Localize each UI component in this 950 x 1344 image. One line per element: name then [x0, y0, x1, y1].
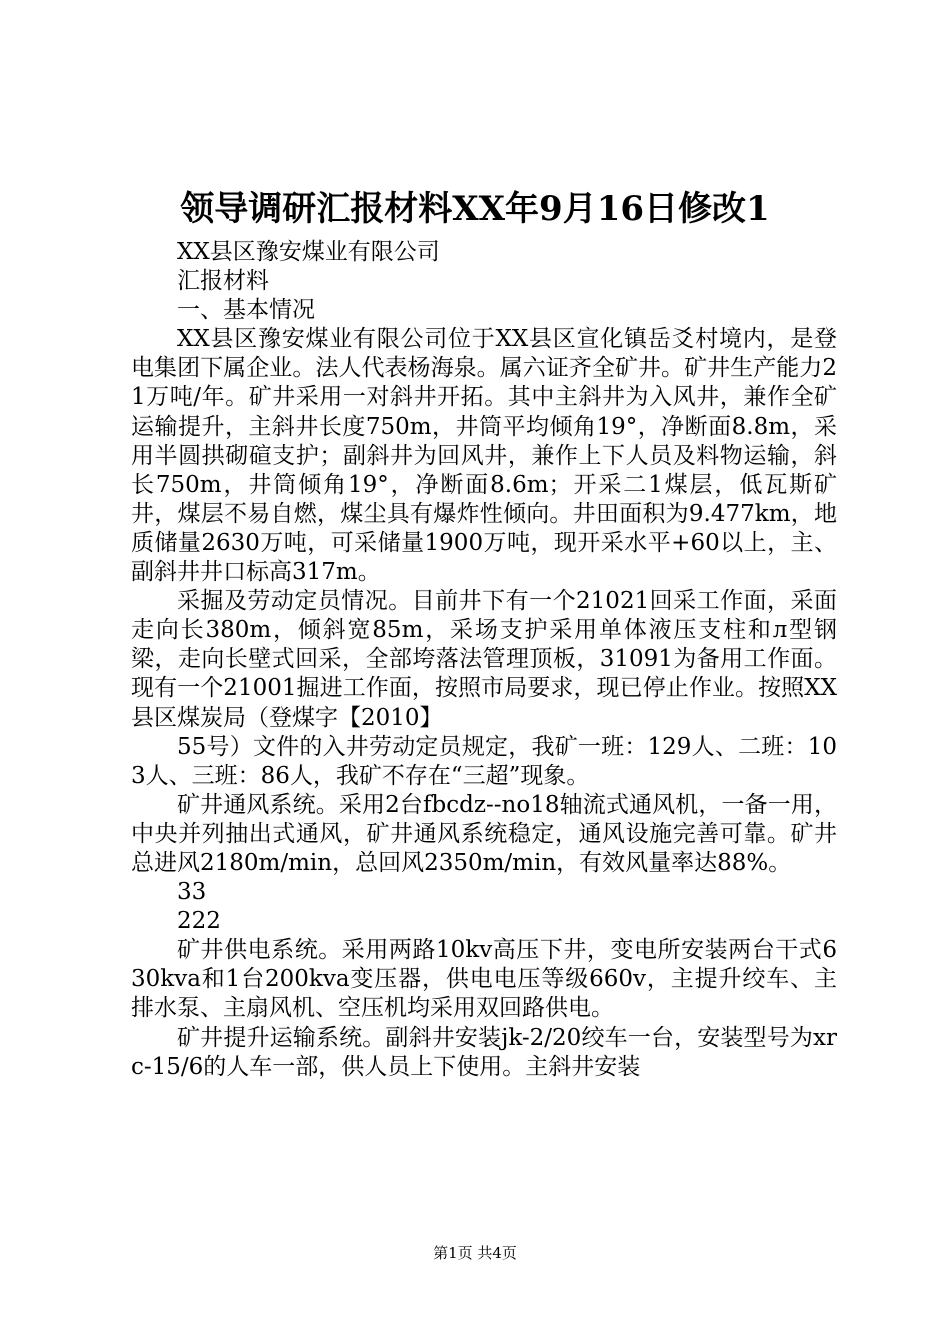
report-label-line: 汇报材料 — [177, 268, 269, 295]
paragraph-ventilation: 矿井通风系统。采用2台fbcdz--no18轴流式通风机，一备一用，中央并列抽出式通风，矿井通风系统稳定，通风设施完善可靠。矿井总进风2180m/min，总回风2350m/min，有效风量率达88%。 — [131, 791, 837, 876]
company-name-line: XX县区豫安煤业有限公司 — [177, 239, 440, 265]
section-heading: 一、基本情况 — [177, 297, 315, 324]
paragraph-basic-info: XX县区豫安煤业有限公司位于XX县区宣化镇岳爻村境内，是登电集团下属企业。法人代表杨海泉。属六证齐全矿井。矿井生产能力21万吨/年。矿井采用一对斜井开拓。其中主斜井为入风井，兼作全矿运输提升，主斜井长度750m，井筒平均倾角19°，净断面8.8m，采用半圆拱砌碹支护；副斜井为回风井，兼作上下人员及料物运输，斜长750m，井筒倾角19°，净断面8.6m；开采二1煤层，低瓦斯矿井，煤层不易自燃，煤尘具有爆炸性倾向。井田面积为9.477km，地质储量2630万吨，可采储量1900万吨，现开采水平+60以上，主、副斜井井口标高317m。 — [131, 326, 837, 586]
paragraph-power-supply: 矿井供电系统。采用两路10kv高压下井，变电所安装两台干式630kva和1台200kva变压器，供电电压等级660v，主提升绞车、主排水泵、主扇风机、空压机均采用双回路供电。 — [131, 937, 837, 1022]
document-title: 领导调研汇报材料XX年9月16日修改1 — [180, 189, 770, 229]
paragraph-staffing-numbers: 55号）文件的入井劳动定员规定，我矿一班：129人、二班：103人、三班：86人，我矿不存在“三超”现象。 — [131, 733, 837, 789]
stray-number-line: 33 — [177, 879, 207, 906]
paragraph-mining-staffing: 采掘及劳动定员情况。目前井下有一个21021回采工作面，采面走向长380m，倾斜宽85m，采场支护采用单体液压支柱和л型钢梁，走向长壁式回采，全部垮落法管理顶板，31091为备用工作面。现有一个21001掘进工作面，按照市局要求，现已停止作业。按照XX县区煤炭局（登煤字【2010】 — [131, 588, 837, 731]
stray-number-line: 222 — [177, 908, 221, 935]
page-number-footer: 第1页 共4页 — [433, 1244, 517, 1262]
paragraph-hoisting-transport: 矿井提升运输系统。副斜井安装jk-2/20绞车一台，安装型号为xrc-15/6的人车一部，供人员上下使用。主斜井安装 — [131, 1024, 837, 1080]
document-body — [131, 238, 837, 1082]
